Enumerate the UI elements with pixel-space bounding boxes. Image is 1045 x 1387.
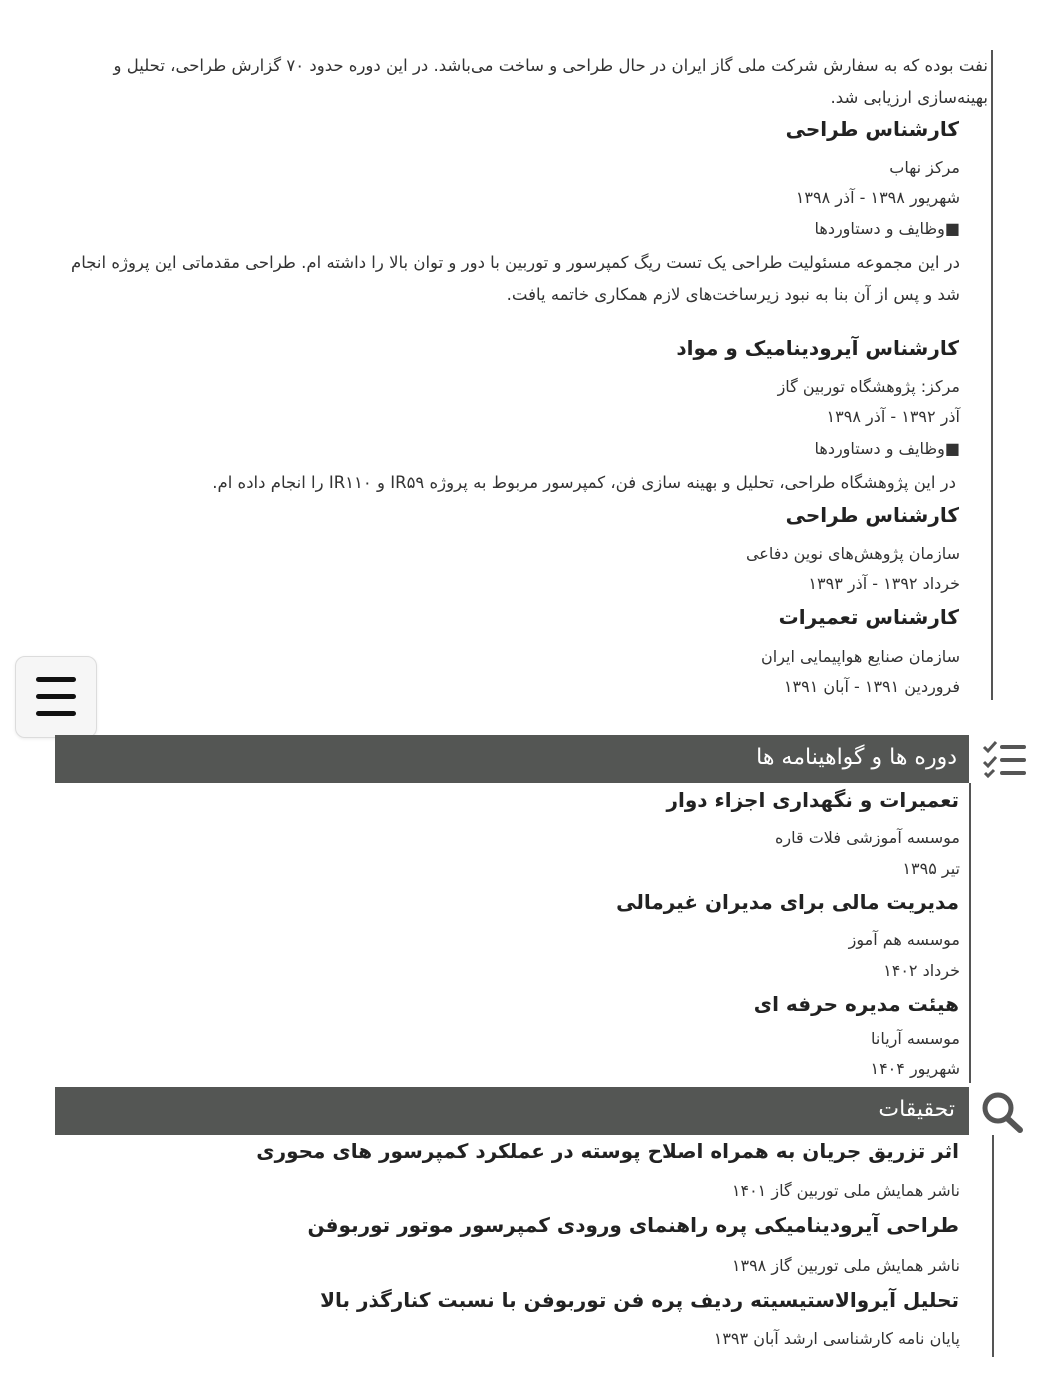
- job-org: مرکز: پژوهشگاه توربین گاز: [777, 377, 960, 396]
- intro-paragraph: [56, 50, 988, 114]
- job-org: سازمان پژوهش‌های نوین دفاعی: [745, 544, 960, 563]
- timeline-rule-research: [992, 1135, 994, 1357]
- research-meta: ناشر همایش ملی توربین گاز ۱۴۰۱: [731, 1181, 960, 1200]
- course-date: شهریور ۱۴۰۴: [870, 1059, 960, 1078]
- job-title: کارشناس آیرودینامیک و مواد: [676, 336, 959, 360]
- job-description-line-2: شد و پس از آن بنا به نبود زیرساخت‌های لازم همکاری خاتمه یافت.: [506, 285, 960, 304]
- search-icon: [980, 1090, 1026, 1134]
- job-title: کارشناس طراحی: [785, 503, 959, 527]
- job-description-line-1: در این پژوهشگاه طراحی، تحلیل و بهینه سازی فن، کمپرسور مربوط به پروژه IR۵۹ و IR۱۱۰ را انجام داده ام.: [212, 473, 956, 492]
- timeline-rule-courses: [969, 783, 971, 1083]
- job-date: فروردین ۱۳۹۱ - آبان ۱۳۹۱: [783, 677, 960, 696]
- course-date: تیر ۱۳۹۵: [902, 859, 960, 878]
- checklist-icon: [980, 740, 1028, 778]
- duties-label: ■وظایف و دستاوردها: [814, 439, 960, 458]
- job-description: [56, 247, 960, 311]
- research-meta: ناشر همایش ملی توربین گاز ۱۳۹۸: [731, 1256, 960, 1275]
- job-org: مرکز نهاب: [889, 158, 960, 177]
- duties-label: ■وظایف و دستاوردها: [814, 219, 960, 238]
- course-title: تعمیرات و نگهداری اجزاء دوار: [666, 788, 959, 812]
- intro-line-1: نفت بوده که به سفارش شرکت ملی گاز ایران در حال طراحی و ساخت می‌باشد. در این دوره حدود ۷۰ گزارش طراحی، تحلیل و: [113, 56, 988, 75]
- timeline-rule-experience: [991, 50, 993, 700]
- research-title: طراحی آیرودینامیکی پره راهنمای ورودی کمپرسور موتور توربوفن: [307, 1213, 959, 1237]
- course-org: موسسه هم آموز: [848, 930, 960, 949]
- job-date: آذر ۱۳۹۲ - آذر ۱۳۹۸: [826, 407, 960, 426]
- intro-line-2: بهینه‌سازی ارزیابی شد.: [830, 88, 988, 107]
- research-title: اثر تزریق جریان به همراه اصلاح پوسته در عملکرد کمپرسور های محوری: [256, 1139, 959, 1163]
- course-title: هیئت مدیره حرفه ای: [753, 992, 959, 1016]
- job-date: شهریور ۱۳۹۸ - آذر ۱۳۹۸: [795, 188, 960, 207]
- job-title: کارشناس تعمیرات: [778, 605, 959, 629]
- job-org: سازمان صنایع هواپیمایی ایران: [761, 647, 960, 666]
- section-header-courses: [55, 735, 969, 783]
- course-title: مدیریت مالی برای مدیران غیرمالی: [616, 890, 959, 914]
- research-meta: پایان نامه کارشناسی ارشد آبان ۱۳۹۳: [713, 1329, 960, 1348]
- menu-button[interactable]: [15, 656, 97, 738]
- job-date: خرداد ۱۳۹۲ - آذر ۱۳۹۳: [808, 574, 960, 593]
- job-description-line-1: در این مجموعه مسئولیت طراحی یک تست ریگ کمپرسور و توربین با دور و توان بالا را داشته ام. طراحی مقدماتی این پروژه انجام: [71, 253, 960, 272]
- section-title: تحقیقات: [878, 1097, 955, 1122]
- section-title: دوره ها و گواهینامه ها: [756, 745, 957, 770]
- course-date: خرداد ۱۴۰۲: [883, 961, 960, 980]
- job-title: کارشناس طراحی: [785, 117, 959, 141]
- course-org: موسسه آریانا: [870, 1029, 960, 1048]
- research-title: تحلیل آیروالاستیسیته ردیف پره فن توربوفن با نسبت کنارگذر بالا: [320, 1288, 959, 1312]
- section-header-research: [55, 1087, 969, 1135]
- course-org: موسسه آموزشی فلات قاره: [775, 828, 960, 847]
